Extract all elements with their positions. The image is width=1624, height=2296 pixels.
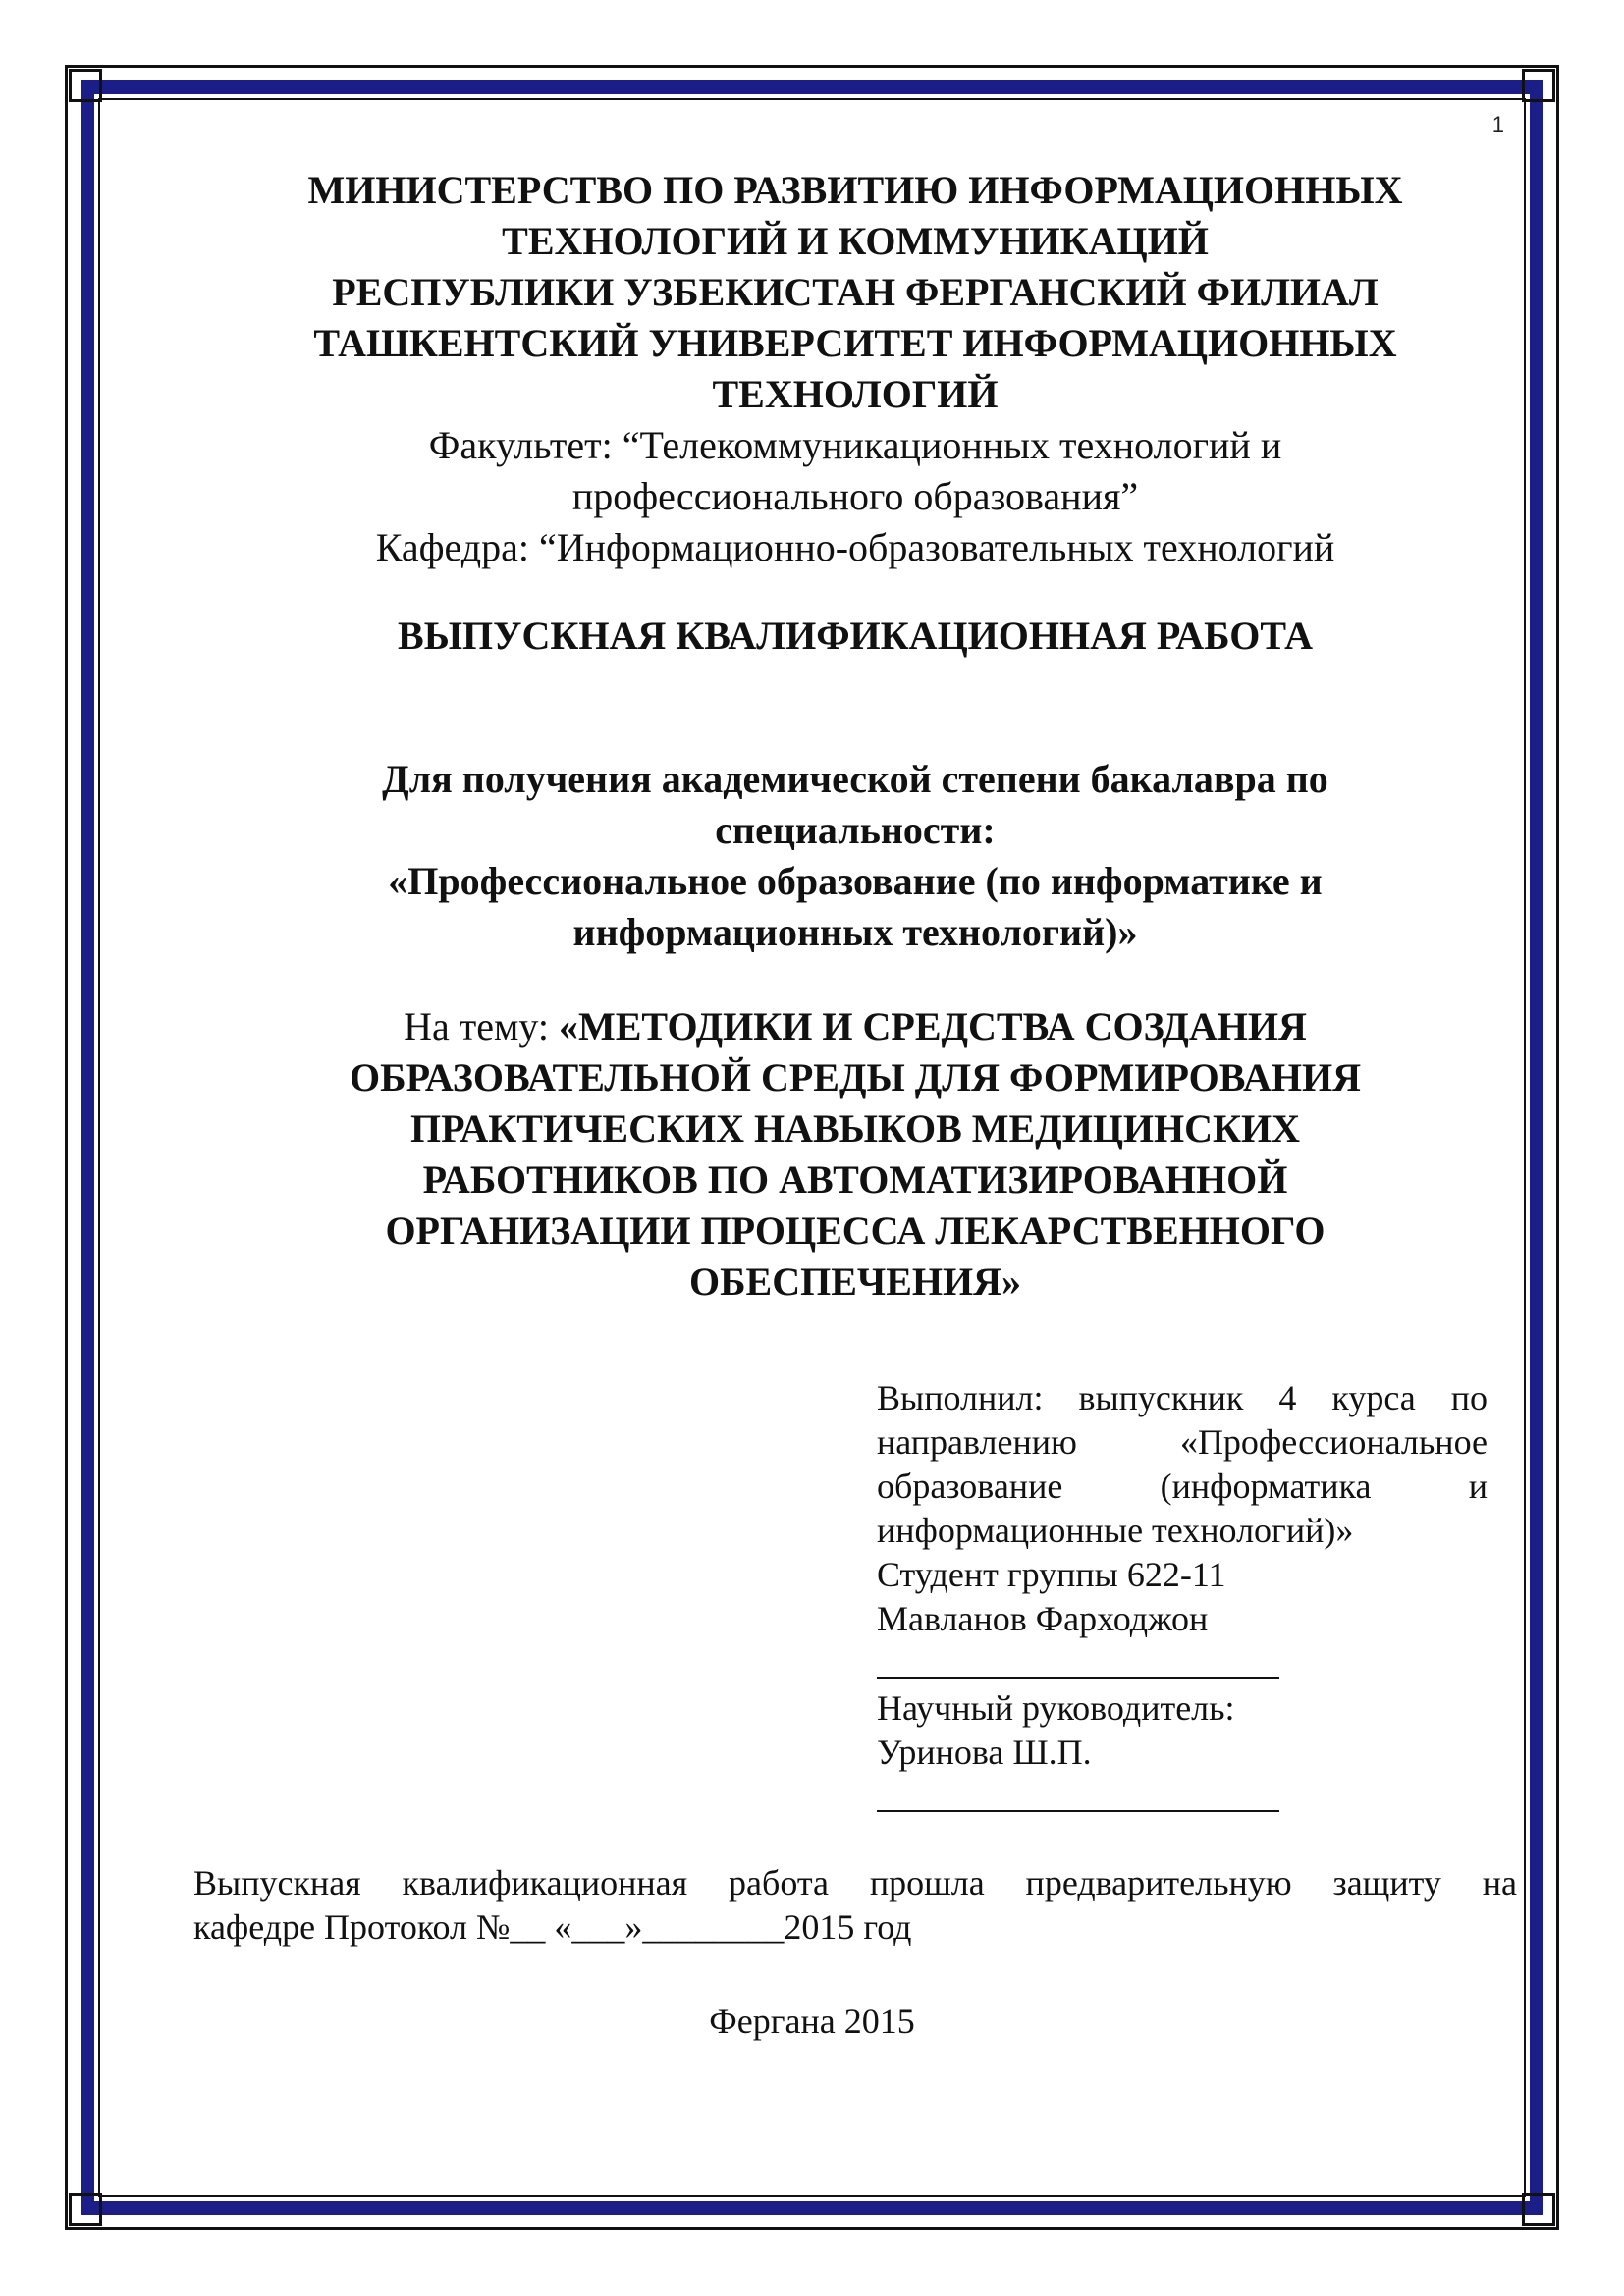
author-line: образование (информатика и bbox=[877, 1467, 1488, 1506]
ministry-line: ТЕХНОЛОГИЙ И КОММУНИКАЦИЙ bbox=[502, 219, 1209, 263]
topic-title-line: ПРАКТИЧЕСКИХ НАВЫКОВ МЕДИЦИНСКИХ bbox=[409, 1106, 1301, 1150]
degree-line: информационных технологий)» bbox=[572, 910, 1138, 954]
defense-line: Выпускная квалификационная работа прошла предварительную защиту на bbox=[193, 1863, 1517, 1902]
topic-block bbox=[192, 1001, 1518, 1308]
author-line: направлению «Профессиональное bbox=[877, 1422, 1488, 1462]
topic-prefix: На тему: bbox=[404, 1004, 559, 1048]
supervisor-name: Уринова Ш.П. bbox=[877, 1733, 1092, 1772]
defense-note bbox=[193, 1861, 1517, 1949]
student-signature-line bbox=[877, 1641, 1279, 1679]
ministry-line: ТАШКЕНТСКИЙ УНИВЕРСИТЕТ ИНФОРМАЦИОННЫХ bbox=[313, 321, 1397, 365]
topic-first-line bbox=[192, 1001, 1518, 1052]
degree-line: «Профессиональное образование (по информатике и bbox=[388, 859, 1323, 903]
author-line: Выполнил: выпускник 4 курса по bbox=[877, 1378, 1488, 1417]
defense-protocol-line: кафедре Протокол №__ «___»________2015 год bbox=[193, 1907, 912, 1947]
title-page-content bbox=[192, 165, 1518, 1308]
ministry-heading bbox=[192, 165, 1518, 420]
author-line: информационные технологий)» bbox=[877, 1511, 1354, 1550]
supervisor-signature-line bbox=[877, 1775, 1279, 1812]
border-corner-bottom-right bbox=[1522, 2193, 1555, 2226]
degree-line: специальности: bbox=[715, 808, 996, 852]
student-name: Мавланов Фарходжон bbox=[877, 1599, 1209, 1638]
ministry-line: РЕСПУБЛИКИ УЗБЕКИСТАН ФЕРГАНСКИЙ ФИЛИАЛ bbox=[332, 270, 1379, 314]
topic-title-line: ОРГАНИЗАЦИИ ПРОЦЕССА ЛЕКАРСТВЕННОГО bbox=[385, 1208, 1326, 1253]
topic-title-line: РАБОТНИКОВ ПО АВТОМАТИЗИРОВАННОЙ bbox=[422, 1157, 1288, 1201]
faculty-line: Факультет: “Телекоммуникационных технологий и bbox=[428, 423, 1282, 467]
border-corner-top-left bbox=[69, 69, 102, 102]
border-corner-bottom-left bbox=[69, 2193, 102, 2226]
degree-line: Для получения академической степени бакалавра по bbox=[382, 757, 1328, 801]
department-line: Кафедра: “Информационно-образовательных технологий bbox=[375, 525, 1335, 569]
border-corner-top-right bbox=[1522, 69, 1555, 102]
degree-block bbox=[192, 754, 1518, 958]
faculty-line: профессионального образования” bbox=[571, 474, 1139, 518]
page-number: 1 bbox=[1491, 112, 1504, 136]
topic-title-line: ОБЕСПЕЧЕНИЯ» bbox=[688, 1259, 1022, 1304]
city-year: Фергана 2015 bbox=[709, 2002, 915, 2041]
supervisor-label: Научный руководитель: bbox=[877, 1688, 1235, 1728]
ministry-line: МИНИСТЕРСТВО ПО РАЗВИТИЮ ИНФОРМАЦИОННЫХ bbox=[307, 168, 1403, 212]
student-group: Студент группы 622-11 bbox=[877, 1555, 1226, 1594]
ministry-line: ТЕХНОЛОГИЙ bbox=[712, 372, 999, 416]
document-type-heading: ВЫПУСКНАЯ КВАЛИФИКАЦИОННАЯ РАБОТА bbox=[398, 614, 1313, 658]
topic-title-line: «МЕТОДИКИ И СРЕДСТВА СОЗДАНИЯ bbox=[558, 1004, 1307, 1048]
author-block bbox=[877, 1376, 1488, 1820]
topic-title-line: ОБРАЗОВАТЕЛЬНОЙ СРЕДЫ ДЛЯ ФОРМИРОВАНИЯ bbox=[350, 1055, 1361, 1099]
